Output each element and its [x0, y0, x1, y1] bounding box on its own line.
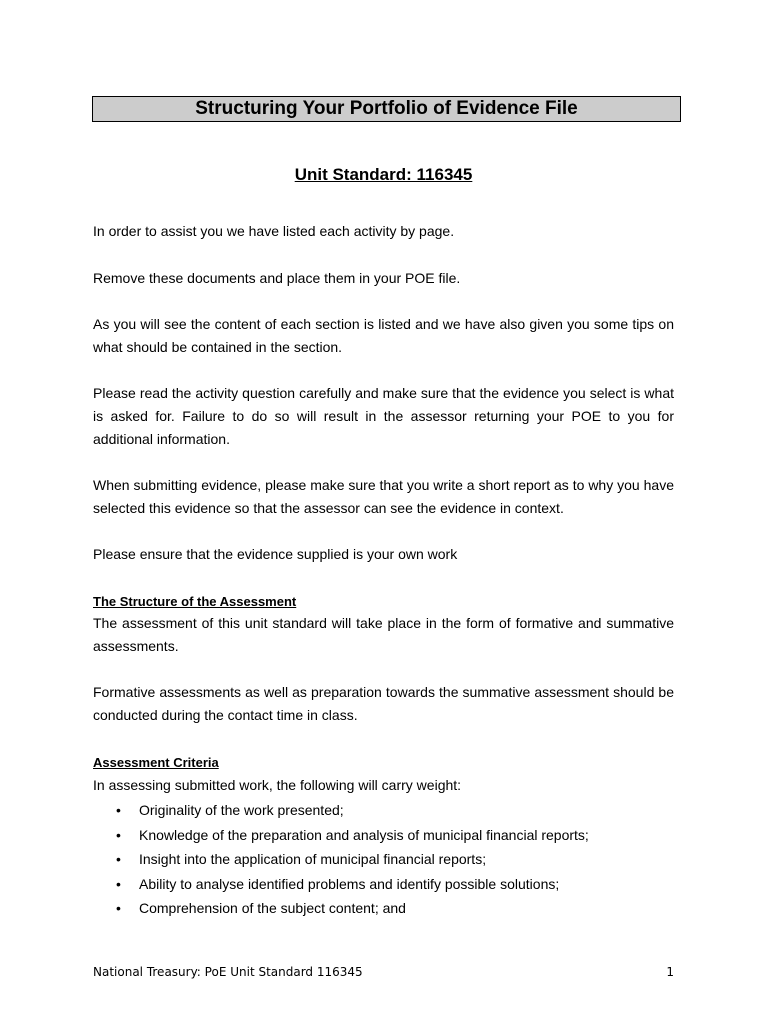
title-box	[92, 96, 681, 122]
bullet-icon: •	[116, 802, 121, 818]
bullet-icon: •	[116, 826, 121, 843]
paragraph-activities-listed: In order to assist you we have listed each activity by page.	[93, 223, 455, 239]
structure-heading: The Structure of the Assessment	[93, 594, 297, 609]
paragraph-remove-documents: Remove these documents and place them in your POE file.	[93, 270, 461, 286]
bullet-icon: •	[116, 851, 121, 868]
page-footer	[93, 963, 674, 981]
paragraph-own-work: Please ensure that the evidence supplied is your own work	[93, 546, 458, 562]
criteria-heading: Assessment Criteria	[93, 755, 219, 770]
bullet-icon: •	[116, 875, 121, 892]
list-item-text: Comprehension of the subject content; and	[139, 900, 406, 917]
page-title: Structuring Your Portfolio of Evidence File	[195, 98, 578, 119]
list-item-text: Originality of the work presented;	[139, 802, 344, 818]
paragraph-section-tips: As you will see the content of each section is listed and we have also given you some tips on what should be contained in the section.	[93, 316, 674, 355]
footer-text: National Treasury: PoE Unit Standard 116345	[93, 965, 363, 979]
paragraph-assessment-form: The assessment of this unit standard will take place in the form of formative and summative assessments.	[93, 615, 674, 654]
page-number: 1	[666, 965, 674, 979]
list-item	[93, 798, 674, 823]
list-item	[93, 872, 674, 897]
list-item	[93, 896, 674, 921]
list-item-text: Insight into the application of municipal financial reports;	[139, 851, 487, 868]
criteria-list	[93, 798, 674, 921]
paragraph-formative: Formative assessments as well as preparation towards the summative assessment should be conducted during the contact time in class.	[93, 684, 674, 723]
list-item-text: Ability to analyse identified problems and identify possible solutions;	[139, 875, 560, 892]
paragraph-short-report: When submitting evidence, please make sure that you write a short report as to why you have selected this evidence so that the assessor can see the evidence in context.	[93, 477, 674, 516]
unit-standard-heading: Unit Standard: 116345	[294, 165, 473, 184]
list-item-text: Knowledge of the preparation and analysis of municipal financial reports;	[139, 826, 589, 843]
list-item	[93, 847, 674, 872]
criteria-intro: In assessing submitted work, the following will carry weight:	[93, 777, 462, 793]
list-item	[93, 823, 674, 848]
bullet-icon: •	[116, 900, 121, 917]
paragraph-read-carefully: Please read the activity question carefully and make sure that the evidence you select is what is asked for. Failure to do so will result in the assessor returning your POE to you for additional information.	[93, 385, 674, 447]
